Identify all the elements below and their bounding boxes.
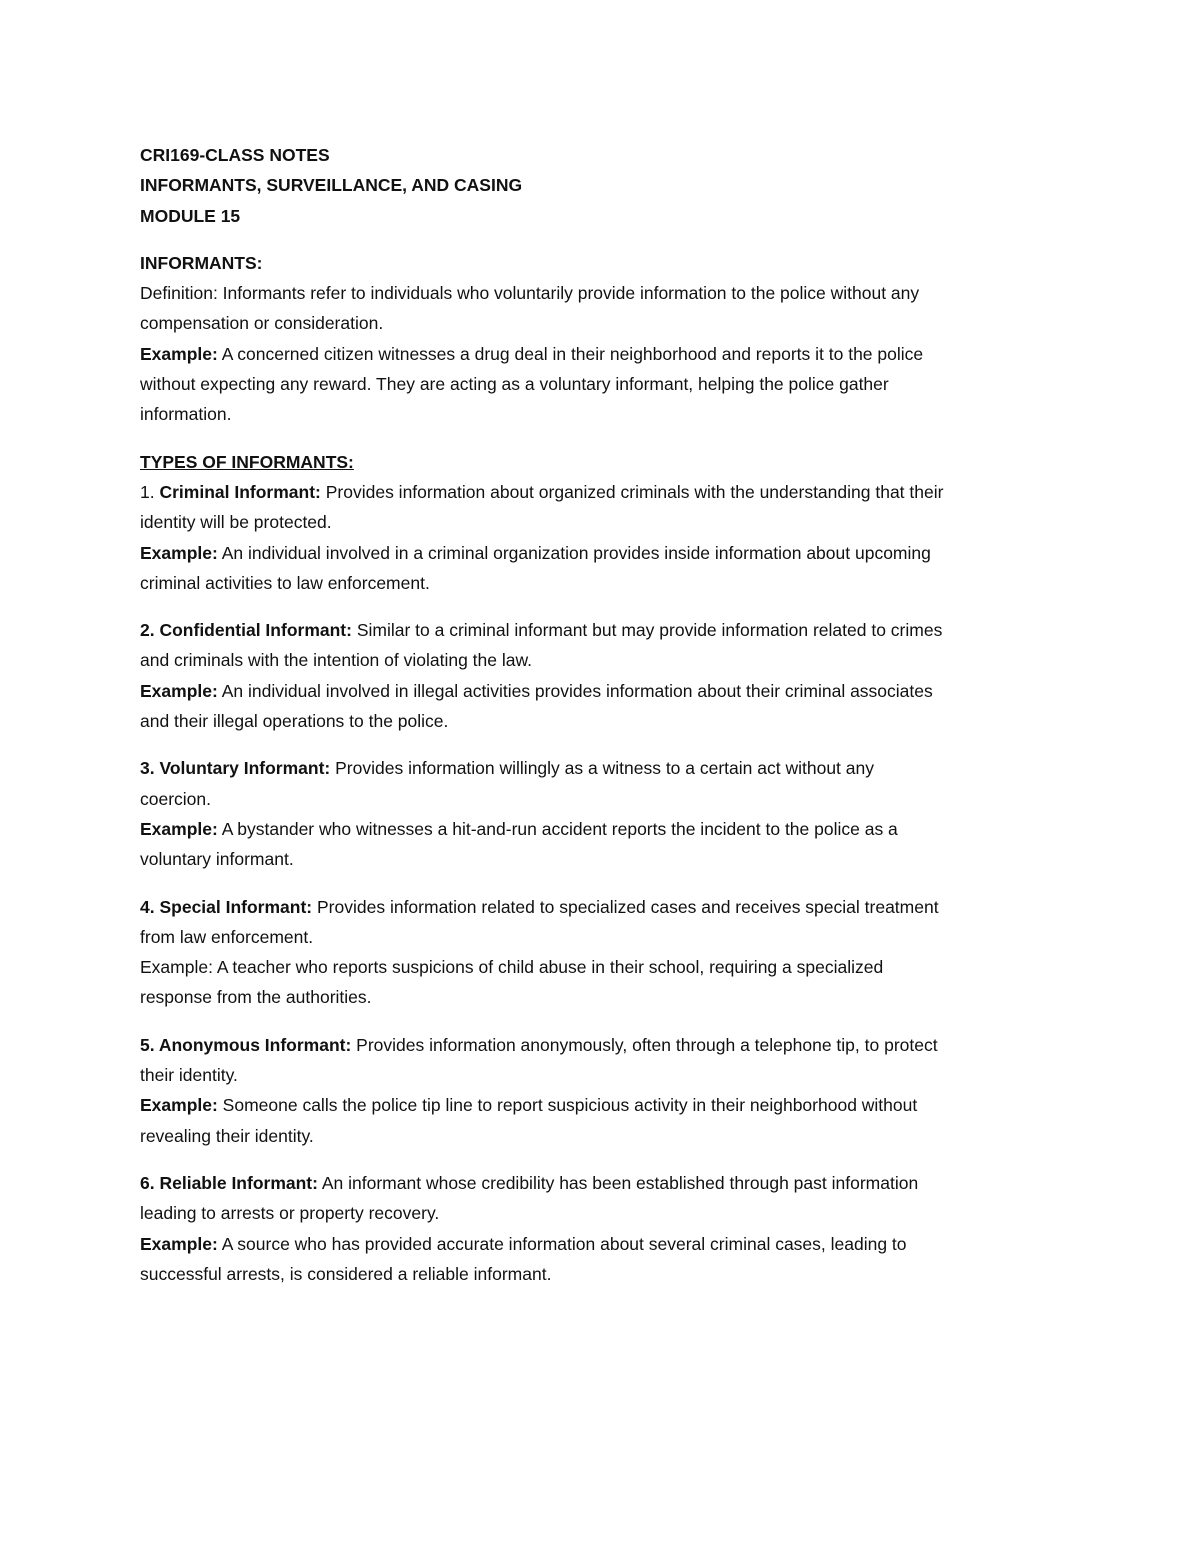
type-item-title — [140, 615, 1065, 645]
spacer — [140, 875, 1065, 892]
example-line: voluntary informant. — [140, 849, 294, 870]
type-number: 1. — [140, 481, 160, 502]
spacer — [140, 736, 1065, 753]
example-text: A bystander who witnesses a hit-and-run accident reports the incident to the police as a — [217, 818, 898, 839]
example-line — [140, 676, 1065, 706]
example-label: Example: — [140, 1095, 218, 1116]
type-item-title — [140, 753, 1065, 783]
topic-title: INFORMANTS, SURVEILLANCE, AND CASING — [140, 175, 523, 196]
example-line: information. — [140, 404, 232, 425]
example-text: A source who has provided accurate information about several criminal cases, leading to — [217, 1233, 907, 1254]
example-label: Example: — [140, 680, 218, 701]
spacer — [140, 598, 1065, 615]
type-number: 3. — [140, 758, 160, 779]
example-line — [140, 1229, 1065, 1259]
type-desc: Provides information about organized criminals with the understanding that their — [320, 481, 944, 502]
example-text: A teacher who reports suspicions of child abuse in their school, requiring a specialized — [212, 957, 884, 978]
example-line — [140, 538, 1065, 568]
example-text: An individual involved in a criminal organization provides inside information about upcoming — [217, 542, 931, 563]
type-desc: Provides information willingly as a witness to a certain act without any — [330, 758, 874, 779]
definition-line: compensation or consideration. — [140, 313, 384, 334]
example-text: An individual involved in illegal activities provides information about their criminal associates — [217, 680, 933, 701]
type-name: Special Informant: — [159, 896, 313, 917]
spacer — [140, 1013, 1065, 1030]
type-item-title — [140, 1030, 1065, 1060]
type-number: 5. — [140, 1034, 159, 1055]
type-desc-line: from law enforcement. — [140, 926, 314, 947]
type-desc-line: identity will be protected. — [140, 512, 332, 533]
example-text: A concerned citizen witnesses a drug deal in their neighborhood and reports it to the police — [217, 343, 924, 364]
example-line: successful arrests, is considered a reliable informant. — [140, 1263, 552, 1284]
types-heading: TYPES OF INFORMANTS: — [140, 451, 354, 472]
example-text: Someone calls the police tip line to report suspicious activity in their neighborhood without — [217, 1095, 918, 1116]
spacer — [140, 231, 1065, 248]
type-desc: An informant whose credibility has been established through past information — [317, 1172, 919, 1193]
spacer — [140, 1151, 1065, 1168]
example-line — [140, 952, 1065, 982]
example-line — [140, 1090, 1065, 1120]
type-name: Voluntary Informant: — [159, 758, 331, 779]
module-title: MODULE 15 — [140, 205, 241, 226]
type-item-title — [140, 477, 1065, 507]
type-item-title — [140, 1168, 1065, 1198]
type-name: Criminal Informant: — [159, 481, 321, 502]
type-desc-line: coercion. — [140, 788, 212, 809]
informants-heading: INFORMANTS: — [140, 252, 263, 273]
type-desc: Provides information related to specialized cases and receives special treatment — [312, 896, 939, 917]
example-line — [140, 814, 1065, 844]
type-number: 2. — [140, 620, 160, 641]
type-name: Anonymous Informant: — [158, 1034, 352, 1055]
type-desc-line: their identity. — [140, 1065, 238, 1086]
example-line: and their illegal operations to the police. — [140, 711, 449, 732]
type-desc-line: leading to arrests or property recovery. — [140, 1203, 440, 1224]
example-line: criminal activities to law enforcement. — [140, 572, 430, 593]
type-desc: Provides information anonymously, often through a telephone tip, to protect — [351, 1034, 938, 1055]
example-line: response from the authorities. — [140, 987, 372, 1008]
type-desc-line: and criminals with the intention of violating the law. — [140, 650, 533, 671]
example-label: Example: — [140, 542, 218, 563]
type-item-title — [140, 892, 1065, 922]
example-line — [140, 339, 1065, 369]
type-desc: Similar to a criminal informant but may provide information related to crimes — [351, 620, 943, 641]
definition-line: Definition: Informants refer to individuals who voluntarily provide information to the police without any — [140, 283, 920, 304]
document-page — [140, 140, 1065, 1289]
type-name: Confidential Informant: — [159, 620, 352, 641]
spacer — [140, 430, 1065, 447]
example-label: Example: — [140, 343, 218, 364]
type-number: 4. — [140, 896, 160, 917]
example-label: Example: — [140, 818, 218, 839]
course-title: CRI169-CLASS NOTES — [140, 145, 330, 165]
type-number: 6. — [140, 1172, 160, 1193]
example-line: revealing their identity. — [140, 1125, 314, 1146]
example-label: Example: — [140, 1233, 218, 1254]
type-name: Reliable Informant: — [159, 1172, 318, 1193]
example-line: without expecting any reward. They are acting as a voluntary informant, helping the police gather — [140, 374, 889, 395]
example-label: Example: — [140, 957, 213, 978]
